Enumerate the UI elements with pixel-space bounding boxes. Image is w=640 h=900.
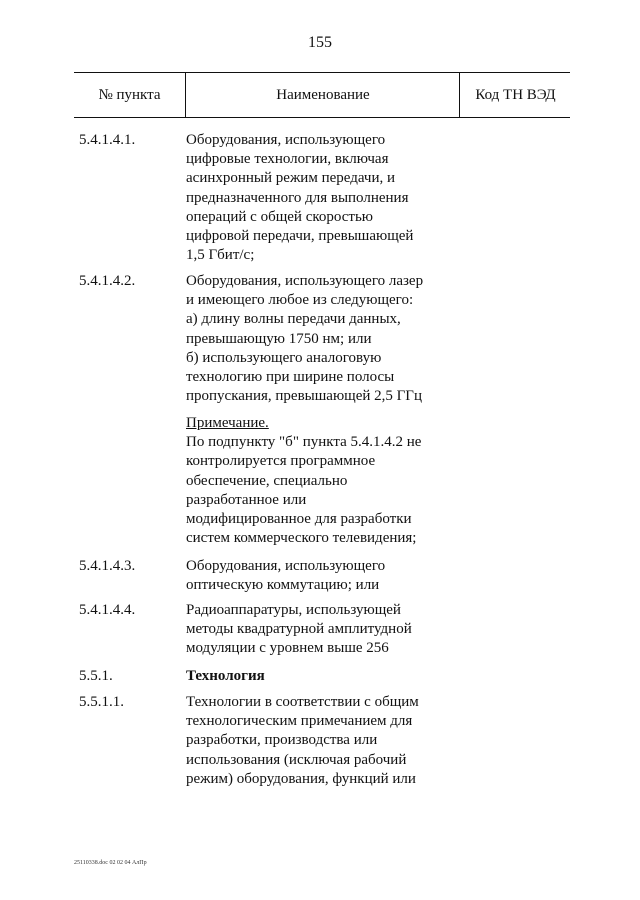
item-description: Оборудования, использующего лазер и имеющего любое из следующего: а) длину волны передачи данных, превышающую 1750 нм; или б) использующего аналоговую технологию при ширине полосы пропускания, превышающей 2,5 ГГц: [186, 273, 424, 405]
footer-filename: 25110338.doc 02 02 04 АлПр: [74, 860, 147, 866]
header-name-column: Наименование: [185, 73, 460, 117]
item-number: 5.4.1.4.2.: [79, 273, 136, 289]
item-number: 5.4.1.4.3.: [79, 558, 136, 574]
item-number: 5.4.1.4.4.: [79, 602, 136, 618]
note-title: Примечание.: [186, 415, 269, 431]
item-description: Оборудования, использующего цифровые технологии, включая асинхронный режим передачи, и предназначенного для выполнения операций с общей скоростью цифровой передачи, превышающей 1,5 Гбит/с;: [186, 132, 414, 264]
item-number: 5.5.1.1.: [79, 694, 124, 710]
section-heading: Технология: [186, 668, 265, 684]
item-description: Радиоаппаратуры, использующей методы квадратурной амплитудной модуляции с уровнем выше 256: [186, 602, 412, 657]
item-description: Оборудования, использующего оптическую коммутацию; или: [186, 558, 386, 594]
item-number: 5.5.1.: [79, 668, 113, 684]
table-header: [74, 72, 570, 118]
item-number: 5.4.1.4.1.: [79, 132, 136, 148]
item-description: Технологии в соответствии с общим технологическим примечанием для разработки, производства или использования (исключая рабочий режим) оборудования, функций или: [186, 694, 419, 787]
page-number: 155: [308, 34, 332, 51]
header-number-column: № пункта: [98, 87, 161, 103]
header-code-column: Код ТН ВЭД: [459, 73, 571, 117]
